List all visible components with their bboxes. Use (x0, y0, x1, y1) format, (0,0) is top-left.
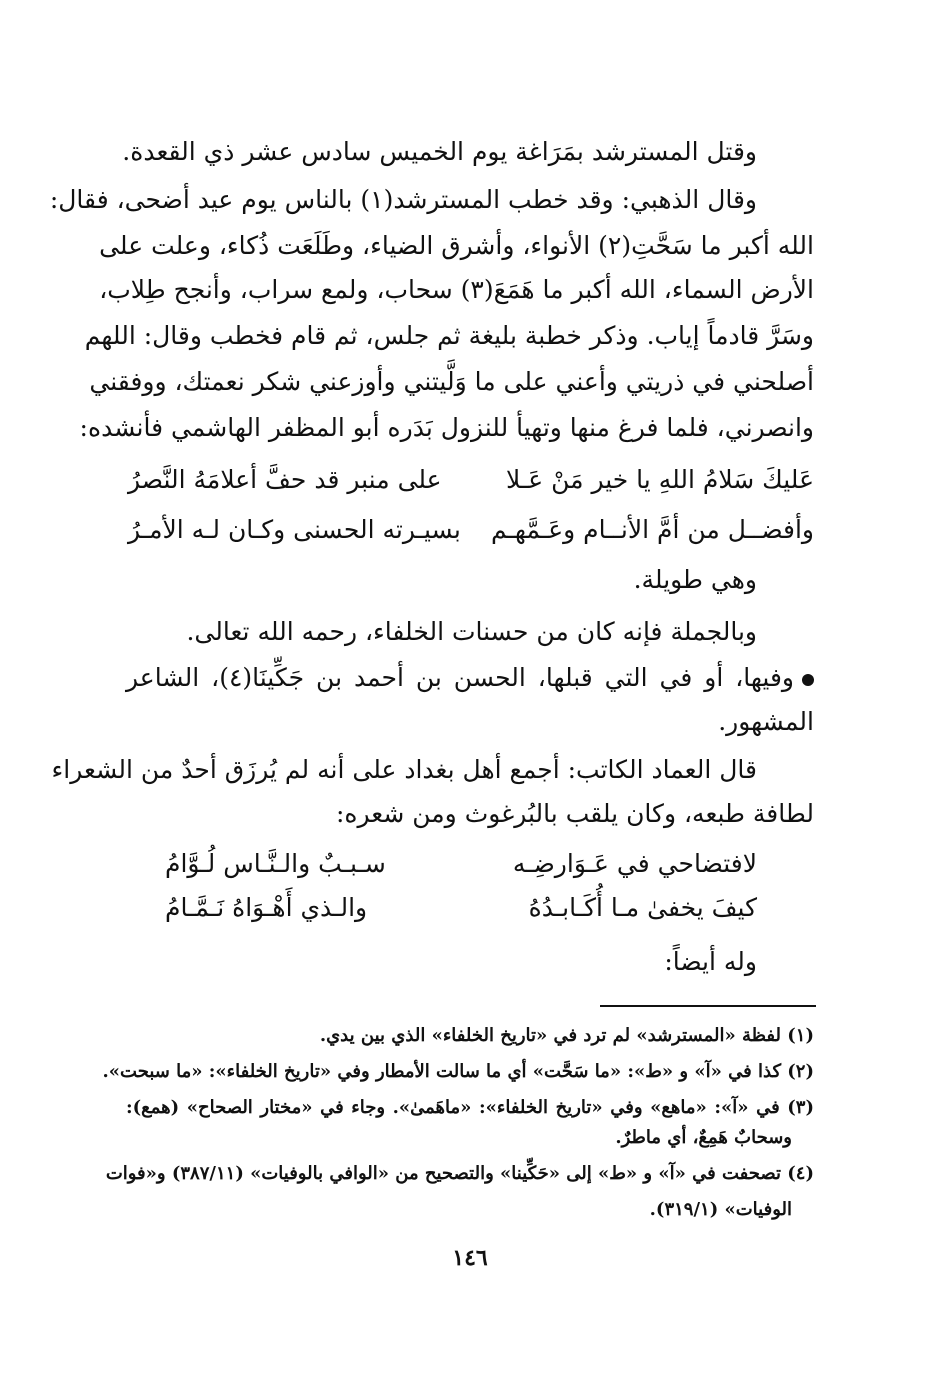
body-line: الأرض السماء، الله أكبر ما هَمَعَ(٣) سحاب، ولمع سراب، وأنجح طِلاب، (99, 275, 814, 304)
body-line: الله أكبر ما سَحَّتِ(٢) الأنواء، وأشرق الضياء، وطَلَعَت ذُكاء، وعلت على (99, 231, 814, 260)
body-line: لطافة طبعه، وكان يلقب بالبُرغوث ومن شعره: (335, 799, 814, 828)
body-line: المشهور. (718, 707, 814, 736)
entry-text: وفيها، أو في التي قبلها، الحسن بن أحمد بن جَكِّينَا(٤)، الشاعر (126, 663, 794, 692)
poem-hemistich-right: لافتضاحي في عَـوَارضِـه (512, 849, 757, 878)
body-line: وقال الذهبي: وقد خطب المسترشد(١) بالناس يوم عيد أضحى، فقال: (49, 185, 757, 214)
poem-hemistich-right: كيفَ يخفىٰ مـا أُكَـابـدُهُ (528, 893, 757, 922)
footnote: (٤) تصحفت في «آ» و «ط» إلى «حَكِّينا» والتصحيح من «الوافي بالوفيات» (٣٨٧/١١) و«فوات (105, 1163, 814, 1184)
poem-hemistich-right: عَليكَ سَلامُ اللهِ يا خير مَنْ عَـلا (505, 465, 814, 494)
body-line: أصلحني في ذريتي وأعني على ما وَلَّيتني وأوزعني شكر نعمتك، ووفقني (89, 367, 814, 396)
footnote: (٢) كذا في «آ» و «ط»: «ما سَحَّت» أي ما سالت الأمطار وفي «تاريخ الخلفاء»: «ما سبحت». (102, 1061, 814, 1082)
body-line: وله أيضاً: (664, 947, 757, 976)
footnote: الوفيات» (٣١٩/١). (649, 1199, 792, 1220)
poem-hemistich-right: وأفضــل من أمَّ الأنــام وعَـمَّهـم (490, 515, 814, 544)
poem-hemistich-left: على منبر قد حفَّ أعلامَهُ النَّصرُ (128, 465, 442, 494)
body-line: وسَرَّ قادماً إياب. وذكر خطبة بليغة ثم جلس، ثم قام فخطب وقال: اللهم (84, 321, 814, 350)
poem-hemistich-left: بسيـرته الحسنى وكـان لـه الأمـرُ (128, 515, 461, 544)
body-line: قال العماد الكاتب: أجمع أهل بغداد على أنه لم يُرزَق أحدٌ من الشعراء (51, 755, 757, 784)
page-number: ١٤٦ (452, 1245, 488, 1271)
poem-hemistich-left: سـبـبٌ والـنَّـاس لُـوَّامُ (165, 849, 386, 878)
footnote: وسحابٌ هَمِعٌ، أي ماطرٌ. (615, 1127, 792, 1148)
body-line: وانصرني، فلما فرغ منها وتهيأ للنزول بَدَره أبو المظفر الهاشمي فأنشده: (79, 413, 814, 442)
body-line: وهي طويلة. (633, 565, 757, 594)
entry-line (126, 660, 814, 696)
footnote: (١) لفظة «المسترشد» لم ترد في «تاريخ الخلفاء» الذي بين يدي. (319, 1025, 814, 1046)
footnote-separator (600, 1005, 816, 1007)
poem-hemistich-left: والـذي أَهْـوَاهُ نَـمَّـامُ (165, 893, 368, 922)
body-line: وقتل المسترشد بمَرَاغة يوم الخميس سادس عشر ذي القعدة. (122, 137, 757, 166)
body-line: وبالجملة فإنه كان من حسنات الخلفاء، رحمه الله تعالى. (186, 617, 757, 646)
footnote: (٣) في «آ»: «ماهع» وفي «تاريخ الخلفاء»: «ماهَمىٰ». وجاء في «مختار الصحاح» (همع): (126, 1097, 814, 1118)
bullet-icon (802, 674, 814, 686)
